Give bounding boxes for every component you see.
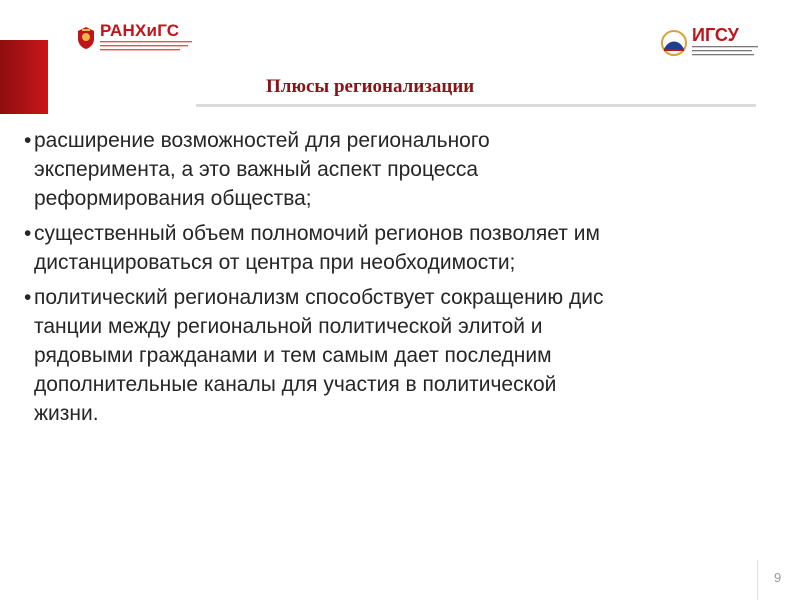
igsu-logo xyxy=(660,26,758,59)
accent-bar xyxy=(0,40,48,114)
bullet-text: расширение возможностей для регионального эксперимента, а это важный аспект процесса реформирования общества; xyxy=(34,129,490,210)
ranepa-logo xyxy=(76,22,192,53)
page-number: 9 xyxy=(774,570,782,585)
igsu-emblem-icon xyxy=(660,29,688,57)
emblem-icon xyxy=(76,26,96,50)
igsu-logo-name: ИГСУ xyxy=(692,25,739,45)
footer-divider xyxy=(757,560,758,600)
bullet-text: политический регионализм способствует сокращению дис танции между региональной политической элитой и рядовыми гражданами и тем самым дает последним дополнительные каналы для участия в политической жизни. xyxy=(34,286,604,425)
ranepa-logo-name: РАНХиГС xyxy=(100,21,180,40)
ranepa-logo-subtext xyxy=(100,40,192,53)
slide-title: Плюсы регионализации xyxy=(266,76,475,97)
list-item xyxy=(24,283,784,428)
igsu-logo-subtext xyxy=(692,44,758,59)
title-divider xyxy=(196,104,756,107)
list-item xyxy=(24,219,784,277)
list-item xyxy=(24,126,784,213)
bullet-dot: • xyxy=(24,129,32,152)
bullet-dot: • xyxy=(24,222,32,245)
bullet-list xyxy=(24,126,784,434)
bullet-dot: • xyxy=(24,286,32,309)
bullet-text: существенный объем полномочий регионов позволяет им дистанцироваться от центра при необходимости; xyxy=(34,222,600,274)
